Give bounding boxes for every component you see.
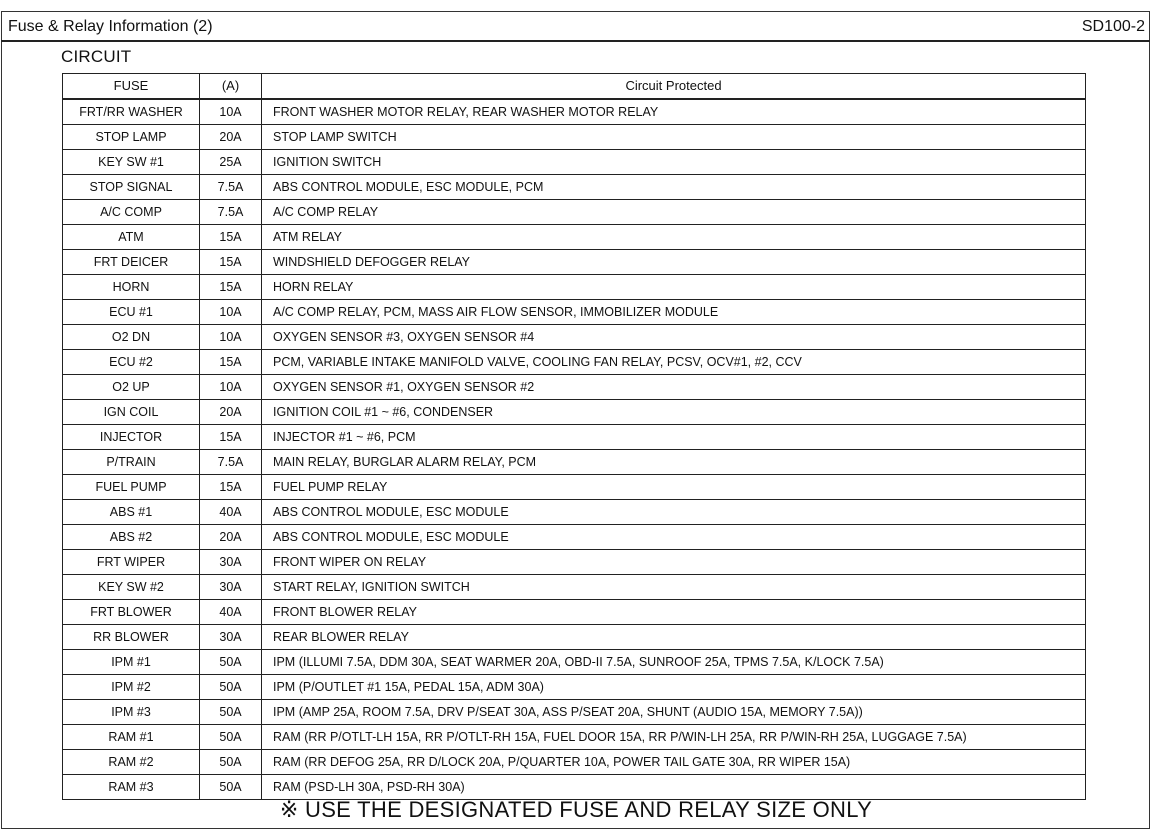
amperage-cell: 15A	[200, 225, 262, 250]
fuse-cell: O2 UP	[63, 375, 200, 400]
table-row	[63, 450, 1086, 475]
amperage-cell: 10A	[200, 99, 262, 125]
column-header-fuse: FUSE	[63, 74, 200, 100]
amperage-cell: 7.5A	[200, 175, 262, 200]
column-header-circuit: Circuit Protected	[262, 74, 1086, 100]
amperage-cell: 20A	[200, 400, 262, 425]
amperage-cell: 30A	[200, 550, 262, 575]
fuse-cell: FRT BLOWER	[63, 600, 200, 625]
fuse-cell: IPM #3	[63, 700, 200, 725]
fuse-cell: RR BLOWER	[63, 625, 200, 650]
circuit-cell: OXYGEN SENSOR #3, OXYGEN SENSOR #4	[262, 325, 1086, 350]
table-row	[63, 525, 1086, 550]
amperage-cell: 15A	[200, 425, 262, 450]
circuit-cell: STOP LAMP SWITCH	[262, 125, 1086, 150]
circuit-cell: INJECTOR #1 ~ #6, PCM	[262, 425, 1086, 450]
table-row	[63, 600, 1086, 625]
table-row	[63, 675, 1086, 700]
fuse-cell: O2 DN	[63, 325, 200, 350]
fuse-cell: INJECTOR	[63, 425, 200, 450]
circuit-cell: MAIN RELAY, BURGLAR ALARM RELAY, PCM	[262, 450, 1086, 475]
fuse-cell: P/TRAIN	[63, 450, 200, 475]
table-row	[63, 375, 1086, 400]
circuit-cell: IGNITION SWITCH	[262, 150, 1086, 175]
amperage-cell: 7.5A	[200, 200, 262, 225]
fuse-cell: HORN	[63, 275, 200, 300]
fuse-cell: IPM #1	[63, 650, 200, 675]
fuse-cell: FRT/RR WASHER	[63, 99, 200, 125]
amperage-cell: 50A	[200, 750, 262, 775]
circuit-cell: FRONT BLOWER RELAY	[262, 600, 1086, 625]
table-row	[63, 225, 1086, 250]
circuit-cell: ABS CONTROL MODULE, ESC MODULE	[262, 525, 1086, 550]
table-row	[63, 150, 1086, 175]
table-row	[63, 350, 1086, 375]
header-bar	[1, 11, 1150, 42]
circuit-cell: FUEL PUMP RELAY	[262, 475, 1086, 500]
amperage-cell: 15A	[200, 350, 262, 375]
amperage-cell: 40A	[200, 600, 262, 625]
amperage-cell: 15A	[200, 475, 262, 500]
page-title: Fuse & Relay Information (2)	[8, 18, 213, 35]
table-row	[63, 475, 1086, 500]
circuit-cell: RAM (RR DEFOG 25A, RR D/LOCK 20A, P/QUARTER 10A, POWER TAIL GATE 30A, RR WIPER 15A)	[262, 750, 1086, 775]
fuse-cell: STOP SIGNAL	[63, 175, 200, 200]
fuse-cell: FRT DEICER	[63, 250, 200, 275]
amperage-cell: 25A	[200, 150, 262, 175]
table-row	[63, 250, 1086, 275]
footer-note: ※ USE THE DESIGNATED FUSE AND RELAY SIZE ONLY	[279, 797, 873, 822]
circuit-cell: ABS CONTROL MODULE, ESC MODULE	[262, 500, 1086, 525]
circuit-cell: ABS CONTROL MODULE, ESC MODULE, PCM	[262, 175, 1086, 200]
table-row	[63, 500, 1086, 525]
table-row	[63, 175, 1086, 200]
table-row	[63, 325, 1086, 350]
column-header-amperage: (A)	[200, 74, 262, 100]
fuse-cell: RAM #3	[63, 775, 200, 800]
document-code: SD100-2	[1081, 18, 1145, 35]
fuse-cell: A/C COMP	[63, 200, 200, 225]
table-row	[63, 700, 1086, 725]
fuse-cell: STOP LAMP	[63, 125, 200, 150]
table-row	[63, 725, 1086, 750]
amperage-cell: 50A	[200, 675, 262, 700]
table-row	[63, 400, 1086, 425]
circuit-cell: A/C COMP RELAY	[262, 200, 1086, 225]
amperage-cell: 10A	[200, 325, 262, 350]
table-row	[63, 575, 1086, 600]
amperage-cell: 15A	[200, 275, 262, 300]
amperage-cell: 15A	[200, 250, 262, 275]
circuit-cell: IPM (P/OUTLET #1 15A, PEDAL 15A, ADM 30A)	[262, 675, 1086, 700]
fuse-cell: KEY SW #1	[63, 150, 200, 175]
fuse-cell: FRT WIPER	[63, 550, 200, 575]
amperage-cell: 40A	[200, 500, 262, 525]
fuse-table	[62, 73, 1086, 800]
table-row	[63, 200, 1086, 225]
circuit-cell: FRONT WIPER ON RELAY	[262, 550, 1086, 575]
table-row	[63, 625, 1086, 650]
table-row	[63, 775, 1086, 800]
table-row	[63, 275, 1086, 300]
circuit-cell: FRONT WASHER MOTOR RELAY, REAR WASHER MOTOR RELAY	[262, 99, 1086, 125]
amperage-cell: 20A	[200, 525, 262, 550]
amperage-cell: 7.5A	[200, 450, 262, 475]
amperage-cell: 30A	[200, 625, 262, 650]
table-row	[63, 300, 1086, 325]
circuit-cell: WINDSHIELD DEFOGGER RELAY	[262, 250, 1086, 275]
fuse-cell: RAM #2	[63, 750, 200, 775]
circuit-cell: RAM (RR P/OTLT-LH 15A, RR P/OTLT-RH 15A, FUEL DOOR 15A, RR P/WIN-LH 25A, RR P/WIN-RH 25A, LUGGAGE 7.5A)	[262, 725, 1086, 750]
fuse-cell: IPM #2	[63, 675, 200, 700]
amperage-cell: 10A	[200, 300, 262, 325]
section-title: CIRCUIT	[61, 47, 132, 66]
circuit-cell: RAM (PSD-LH 30A, PSD-RH 30A)	[262, 775, 1086, 800]
amperage-cell: 30A	[200, 575, 262, 600]
amperage-cell: 50A	[200, 700, 262, 725]
amperage-cell: 20A	[200, 125, 262, 150]
table-row	[63, 550, 1086, 575]
circuit-cell: A/C COMP RELAY, PCM, MASS AIR FLOW SENSOR, IMMOBILIZER MODULE	[262, 300, 1086, 325]
fuse-cell: ABS #1	[63, 500, 200, 525]
table-row	[63, 99, 1086, 125]
table-row	[63, 750, 1086, 775]
amperage-cell: 50A	[200, 725, 262, 750]
circuit-cell: OXYGEN SENSOR #1, OXYGEN SENSOR #2	[262, 375, 1086, 400]
fuse-cell: RAM #1	[63, 725, 200, 750]
fuse-cell: FUEL PUMP	[63, 475, 200, 500]
circuit-cell: IPM (AMP 25A, ROOM 7.5A, DRV P/SEAT 30A, ASS P/SEAT 20A, SHUNT (AUDIO 15A, MEMORY 7.5A))	[262, 700, 1086, 725]
circuit-cell: IPM (ILLUMI 7.5A, DDM 30A, SEAT WARMER 20A, OBD-II 7.5A, SUNROOF 25A, TPMS 7.5A, K/LOCK 7.5A)	[262, 650, 1086, 675]
fuse-cell: ATM	[63, 225, 200, 250]
circuit-cell: PCM, VARIABLE INTAKE MANIFOLD VALVE, COOLING FAN RELAY, PCSV, OCV#1, #2, CCV	[262, 350, 1086, 375]
fuse-cell: IGN COIL	[63, 400, 200, 425]
amperage-cell: 10A	[200, 375, 262, 400]
circuit-cell: START RELAY, IGNITION SWITCH	[262, 575, 1086, 600]
table-row	[63, 425, 1086, 450]
fuse-cell: KEY SW #2	[63, 575, 200, 600]
fuse-cell: ECU #2	[63, 350, 200, 375]
table-header-row	[63, 74, 1086, 100]
circuit-cell: IGNITION COIL #1 ~ #6, CONDENSER	[262, 400, 1086, 425]
fuse-cell: ECU #1	[63, 300, 200, 325]
circuit-cell: HORN RELAY	[262, 275, 1086, 300]
fuse-cell: ABS #2	[63, 525, 200, 550]
table-body	[63, 99, 1086, 800]
amperage-cell: 50A	[200, 775, 262, 800]
amperage-cell: 50A	[200, 650, 262, 675]
table-row	[63, 125, 1086, 150]
table-row	[63, 650, 1086, 675]
circuit-cell: REAR BLOWER RELAY	[262, 625, 1086, 650]
circuit-cell: ATM RELAY	[262, 225, 1086, 250]
